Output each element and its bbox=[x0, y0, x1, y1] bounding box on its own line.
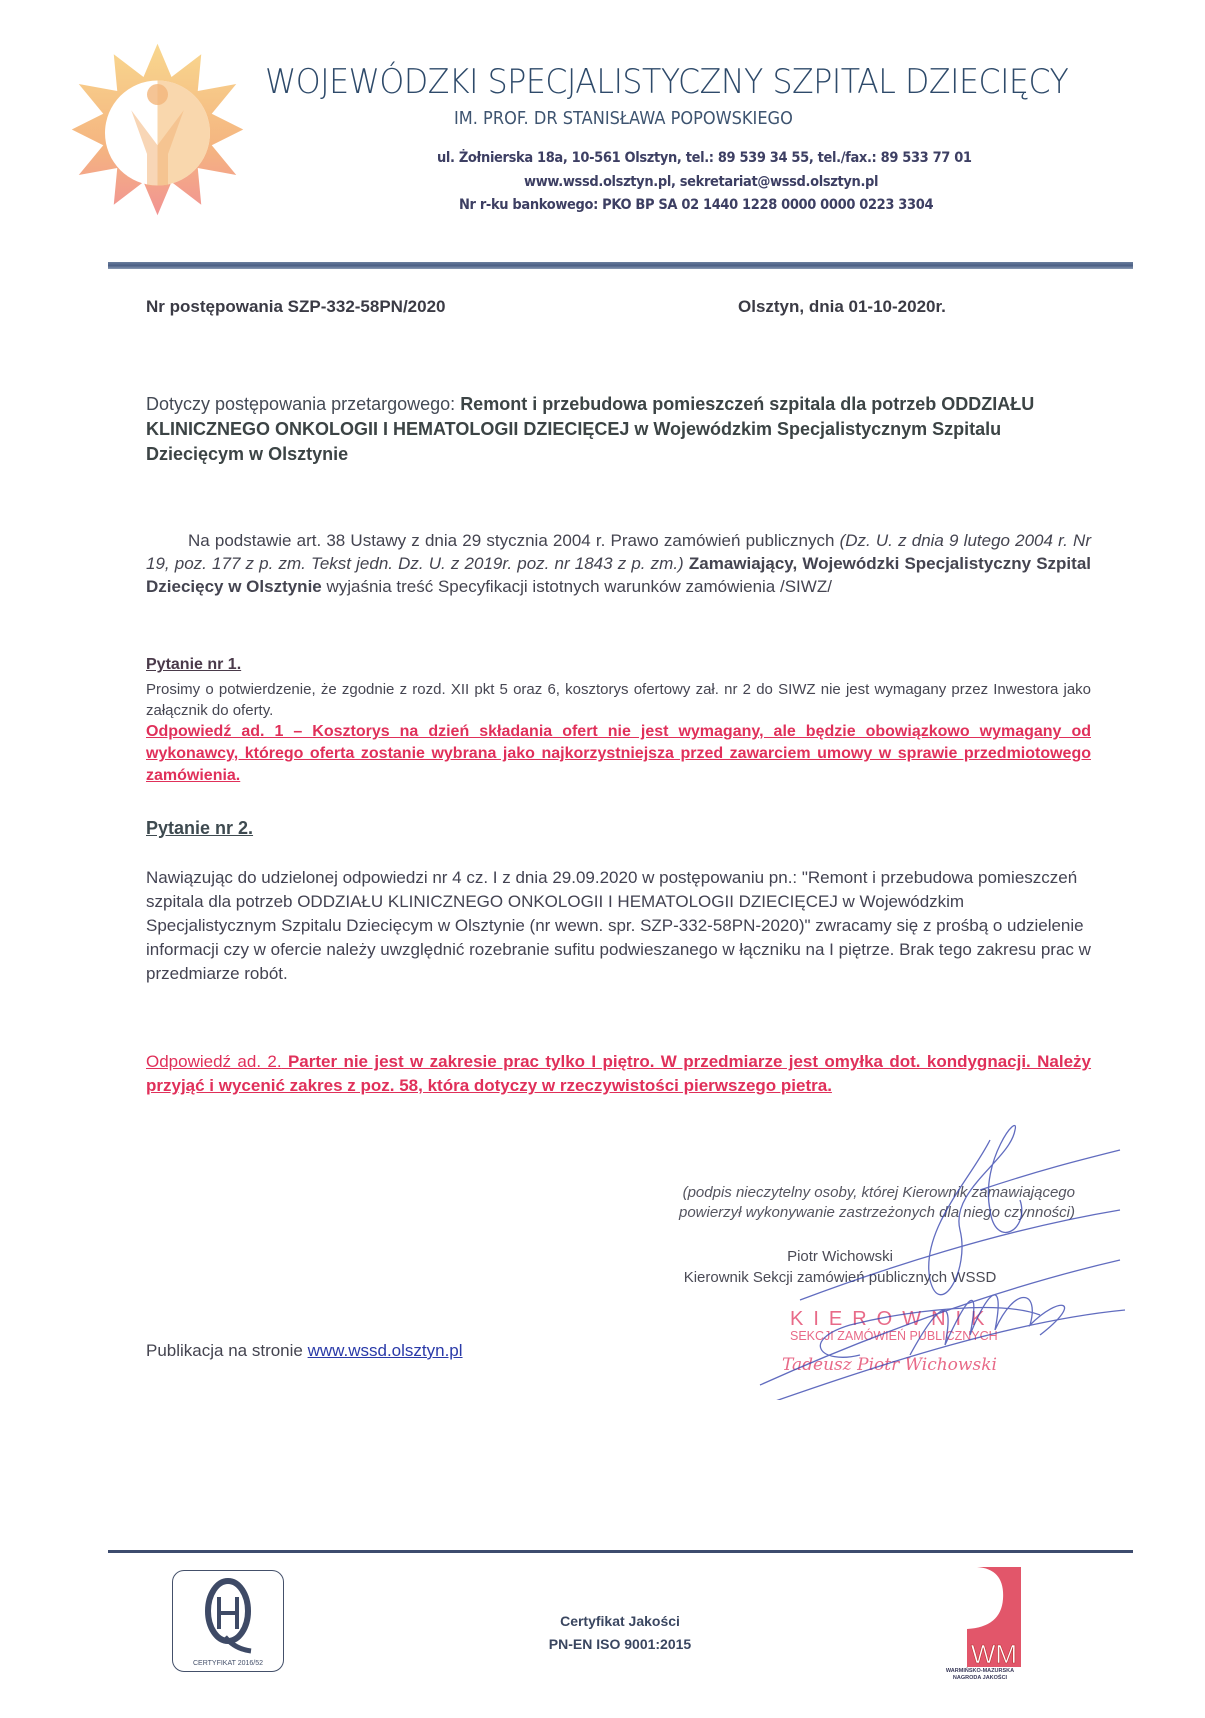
subject-lead: Dotyczy postępowania przetargowego: bbox=[146, 394, 461, 414]
intro-text-end: wyjaśnia treść Specyfikacji istotnych warunków zamówienia /SIWZ/ bbox=[321, 577, 832, 596]
intro-paragraph bbox=[146, 529, 1091, 598]
wm-quality-award-logo-icon bbox=[937, 1567, 1021, 1681]
official-stamp bbox=[782, 1308, 1050, 1388]
question-2-title: Pytanie nr 2. bbox=[146, 818, 254, 838]
publication-link[interactable]: www.wssd.olsztyn.pl bbox=[307, 1341, 463, 1360]
signature-note bbox=[560, 1183, 1075, 1223]
wm-caption-line-1: WARMIŃSKO-MAZURSKA bbox=[945, 1668, 1015, 1674]
letter-subject bbox=[146, 392, 1076, 467]
signatory-role: Kierownik Sekcji zamówień publicznych WSSD bbox=[683, 1269, 997, 1286]
intro-legal-reference: (Dz. U. z dnia 9 lutego 2004 r. Nr 19, poz. 177 z p. zm. Tekst jedn. Dz. U. z 2019r. poz. nr 1843 z p. zm.) bbox=[146, 531, 1091, 573]
answer-2-lead: Odpowiedź ad. 2. bbox=[146, 1052, 282, 1071]
answer-2-text: Parter nie jest w zakresie prac tylko I piętro. W przedmiarze jest omyłka dot. kondygnacji. Należy przyjąć i wycenić zakres z poz. 58, która dotyczy w rzeczywistości pierwszego pietra. bbox=[146, 1052, 1092, 1095]
question-1-title: Pytanie nr 1. bbox=[146, 656, 242, 673]
wm-letters: WM bbox=[970, 1639, 1018, 1669]
quality-certificate-badge bbox=[172, 1570, 284, 1672]
subject-title: Remont i przebudowa pomieszczeń szpitala dla potrzeb ODDZIAŁU KLINICZNEGO ONKOLOGII I HEMATOLOGII DZIECIĘCEJ w Wojewódzkim Specjalistycznym Szpitalu Dziecięcym w Olsztynie bbox=[146, 394, 1035, 464]
signature-note-line-2: powierzył wykonywanie zastrzeżonych dla niego czynności) bbox=[678, 1204, 1075, 1221]
wm-caption-line-2: NAGRODA JAKOŚCI bbox=[952, 1675, 1008, 1681]
hospital-name: WOJEWÓDZKI SPECJALISTYCZNY SZPITAL DZIECIĘCY bbox=[265, 62, 1069, 102]
hospital-contact: www.wssd.olsztyn.pl, sekretariat@wssd.olsztyn.pl bbox=[524, 174, 879, 190]
stamp-name: Tadeusz Piotr Wichowski bbox=[782, 1355, 997, 1375]
wm-award-caption bbox=[925, 1668, 1035, 1682]
stamp-title: KIEROWNIK bbox=[790, 1308, 995, 1330]
answer-2 bbox=[146, 1050, 1091, 1098]
publication-note bbox=[146, 1341, 463, 1361]
q-certificate-icon bbox=[173, 1571, 283, 1655]
header-divider bbox=[108, 262, 1133, 269]
footer-divider bbox=[108, 1550, 1133, 1553]
intro-text: Na podstawie art. 38 Ustawy z dnia 29 stycznia 2004 r. Prawo zamówień publicznych bbox=[188, 531, 840, 550]
letter-date: Olsztyn, dnia 01-10-2020r. bbox=[738, 297, 946, 316]
publication-label: Publikacja na stronie bbox=[146, 1341, 308, 1360]
signatory-name: Piotr Wichowski bbox=[787, 1248, 893, 1265]
procedure-number: Nr postępowania SZP-332-58PN/2020 bbox=[146, 297, 446, 316]
intro-contracting-authority: Zamawiający, Wojewódzki Specjalistyczny Szpital Dziecięcy w Olsztynie bbox=[146, 554, 1091, 596]
signatory bbox=[640, 1246, 1040, 1288]
hospital-bank-account: Nr r-ku bankowego: PKO BP SA 02 1440 1228 0000 0000 0223 3304 bbox=[459, 197, 934, 213]
question-1-text: Prosimy o potwierdzenie, że zgodnie z rozd. XII pkt 5 oraz 6, kosztorys ofertowy zał. nr 2 do SIWZ nie jest wymagany przez Inwestora jako załącznik do oferty. bbox=[146, 681, 1091, 719]
hospital-address: ul. Żołnierska 18a, 10-561 Olsztyn, tel.: 89 539 34 55, tel./fax.: 89 533 77 01 bbox=[437, 150, 972, 166]
iso-certificate bbox=[460, 1610, 780, 1656]
certificate-title: Certyfikat Jakości bbox=[560, 1613, 680, 1629]
hospital-patron: IM. PROF. DR STANISŁAWA POPOWSKIEGO bbox=[454, 108, 793, 129]
hospital-logo-icon bbox=[70, 42, 245, 217]
certificate-standard: PN-EN ISO 9001:2015 bbox=[548, 1636, 692, 1652]
question-2-text: Nawiązując do udzielonej odpowiedzi nr 4 cz. I z dnia 29.09.2020 w postępowaniu pn.: "Remont i przebudowa pomieszczeń szpitala dla potrzeb ODDZIAŁU KLINICZNEGO ONKOLOGII I HEMATOLOGII DZIECIĘCEJ w Wojewódzkim Specjalistycznym Szpitalu Dziecięcym w Olsztynie (nr wewn. spr. SZP-332-58PN-2020)" zwracamy się z prośbą o udzielenie informacji czy w ofercie należy uwzględnić rozebranie sufitu podwieszanego w łączniku na I piętrze. Brak tego zakresu prac w przedmiarze robót. bbox=[146, 868, 1091, 983]
signature-note-line-1: (podpis nieczytelny osoby, której Kierownik zamawiającego bbox=[682, 1184, 1075, 1201]
answer-1: Odpowiedź ad. 1 – Kosztorys na dzień składania ofert nie jest wymagany, ale będzie obowiązkowo wymagany od wykonawcy, którego oferta zostanie wybrana jako najkorzystniejsza przed zawarciem umowy w sprawie przedmiotowego zamówienia. bbox=[146, 723, 1091, 784]
q-certificate-caption: CERTYFIKAT 2016/52 bbox=[192, 1660, 264, 1667]
stamp-subtitle: SEKCJI ZAMÓWIEŃ PUBLICZNYCH bbox=[790, 1329, 998, 1343]
